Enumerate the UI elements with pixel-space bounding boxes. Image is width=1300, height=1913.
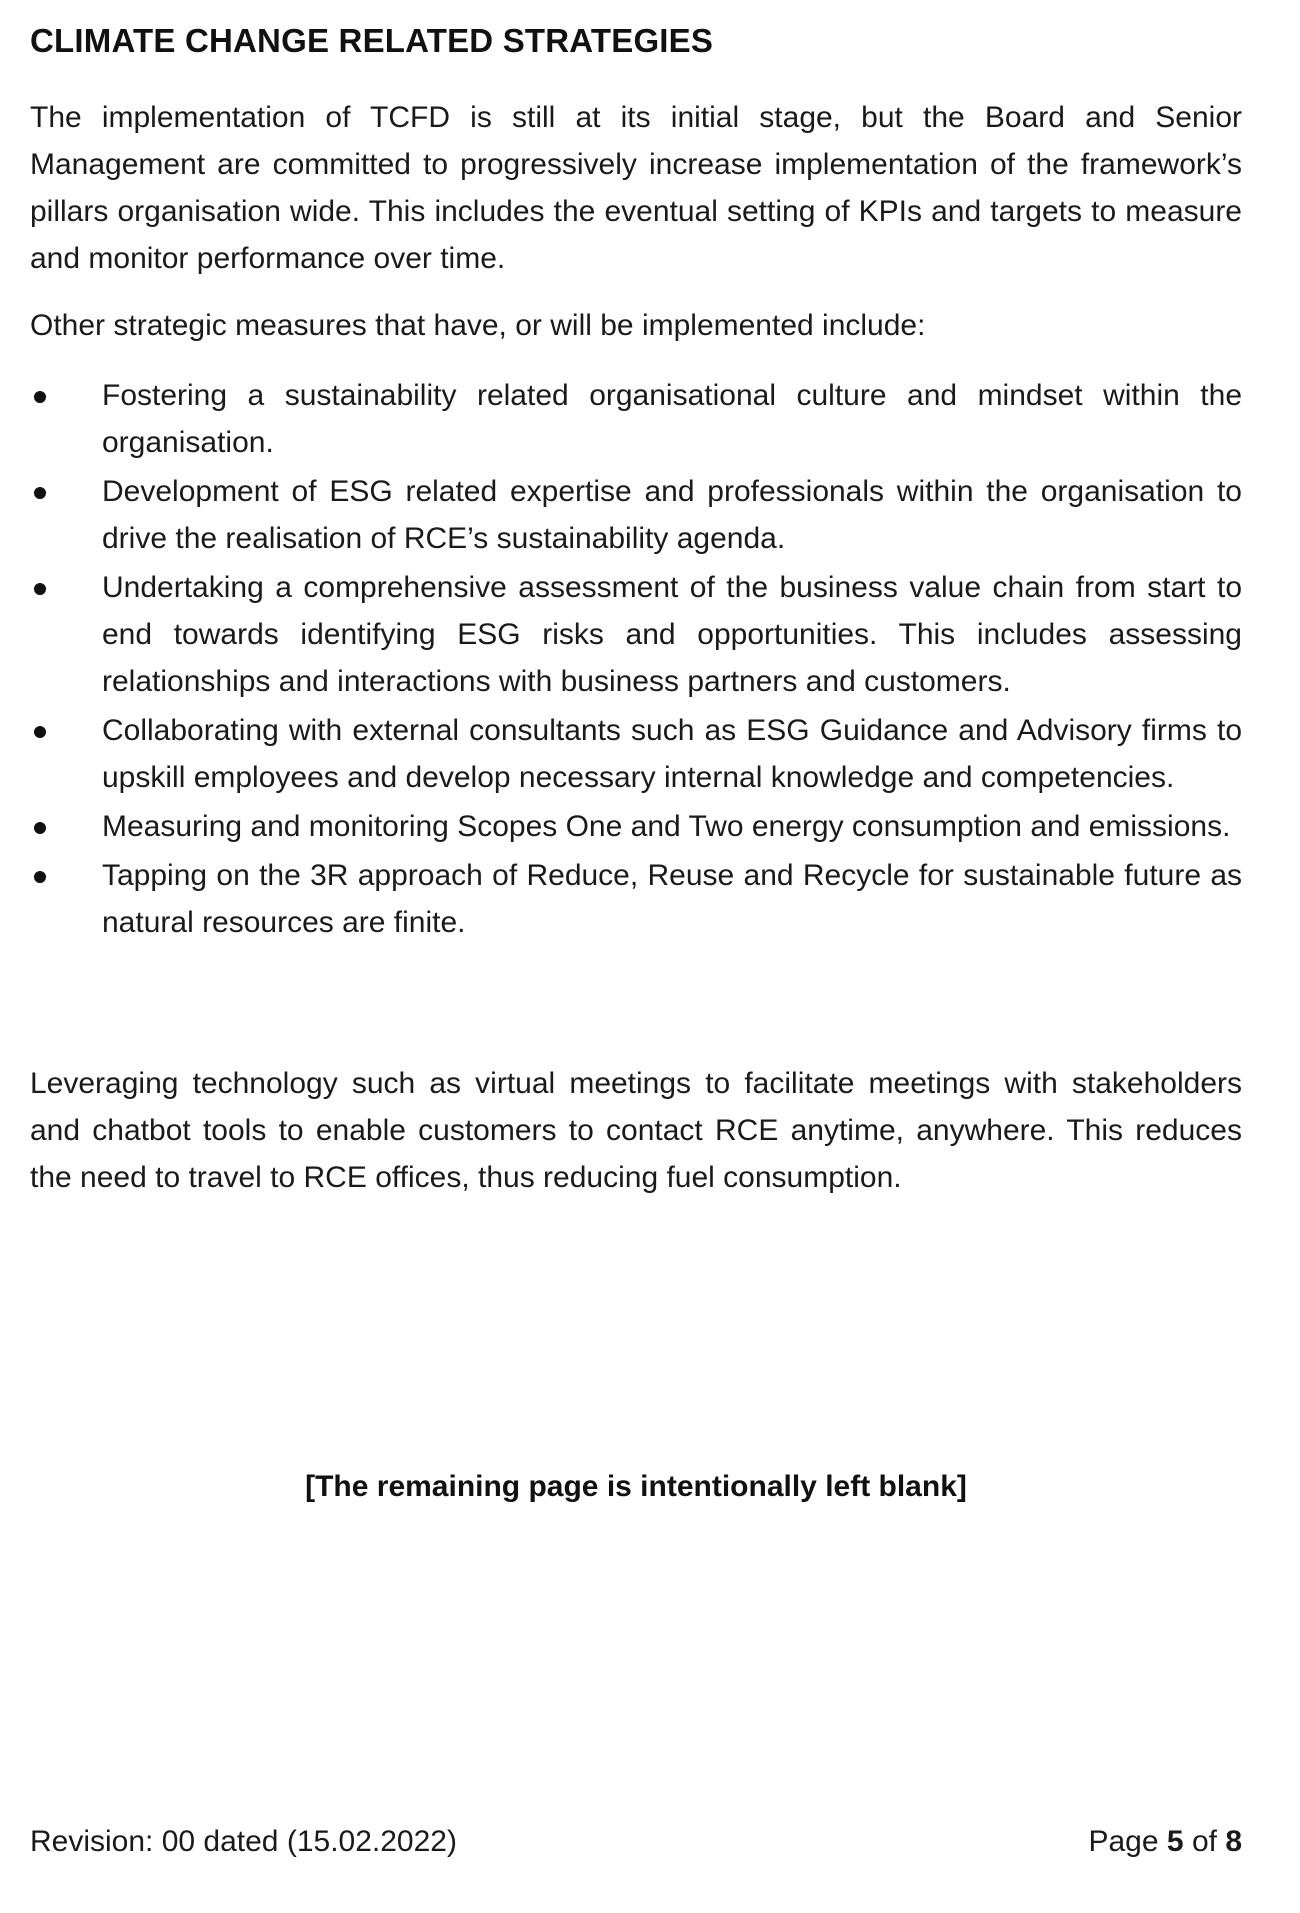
intro-paragraph: The implementation of TCFD is still at its initial stage, but the Board and Senior Management are committed to progressively increase implementation of the framework’s pillars organisation wide. This includes the eventual setting of KPIs and targets to measure and monitor performance over time.: [30, 101, 1242, 275]
list-item: [30, 468, 1242, 562]
strategy-bullet-list: [30, 372, 1242, 948]
closing-paragraph: Leveraging technology such as virtual meetings to facilitate meetings with stakeholders and chatbot tools to enable customers to contact RCE anytime, anywhere. This reduces the need to travel to RCE offices, thus reducing fuel consumption.: [30, 1067, 1242, 1194]
page-total: 8: [1225, 1825, 1242, 1858]
list-item: [30, 707, 1242, 801]
list-item-text: Undertaking a comprehensive assessment of the business value chain from start to end towards identifying ESG risks and opportunities. This includes assessing relationships and interactions with business partners and customers.: [102, 571, 1242, 698]
bullet-icon: [34, 487, 46, 499]
list-item: [30, 803, 1242, 850]
list-item-text: Fostering a sustainability related organisational culture and mindset within the organisation.: [102, 379, 1242, 459]
page-of-label: of: [1191, 1825, 1217, 1858]
bullet-icon: [34, 726, 46, 738]
page-label: Page: [1088, 1825, 1159, 1858]
list-item: [30, 852, 1242, 946]
list-item-text: Measuring and monitoring Scopes One and Two energy consumption and emissions.: [102, 810, 1231, 843]
list-item-text: Collaborating with external consultants such as ESG Guidance and Advisory firms to upskill employees and develop necessary internal knowledge and competencies.: [102, 714, 1242, 794]
bullet-icon: [34, 871, 46, 883]
list-item: [30, 564, 1242, 705]
bullet-icon: [34, 822, 46, 834]
page-number-footer: [1088, 1825, 1242, 1859]
section-heading: CLIMATE CHANGE RELATED STRATEGIES: [30, 22, 714, 59]
list-item-text: Tapping on the 3R approach of Reduce, Reuse and Recycle for sustainable future as natural resources are finite.: [102, 859, 1242, 939]
revision-footer: Revision: 00 dated (15.02.2022): [30, 1825, 457, 1858]
bullet-icon: [34, 583, 46, 595]
bullet-icon: [34, 391, 46, 403]
list-item: [30, 372, 1242, 466]
list-item-text: Development of ESG related expertise and professionals within the organisation to drive the realisation of RCE’s sustainability agenda.: [102, 475, 1242, 555]
lead-paragraph: Other strategic measures that have, or will be implemented include:: [30, 309, 926, 342]
page-current: 5: [1166, 1825, 1184, 1858]
blank-page-note: [The remaining page is intentionally left blank]: [305, 1470, 967, 1503]
